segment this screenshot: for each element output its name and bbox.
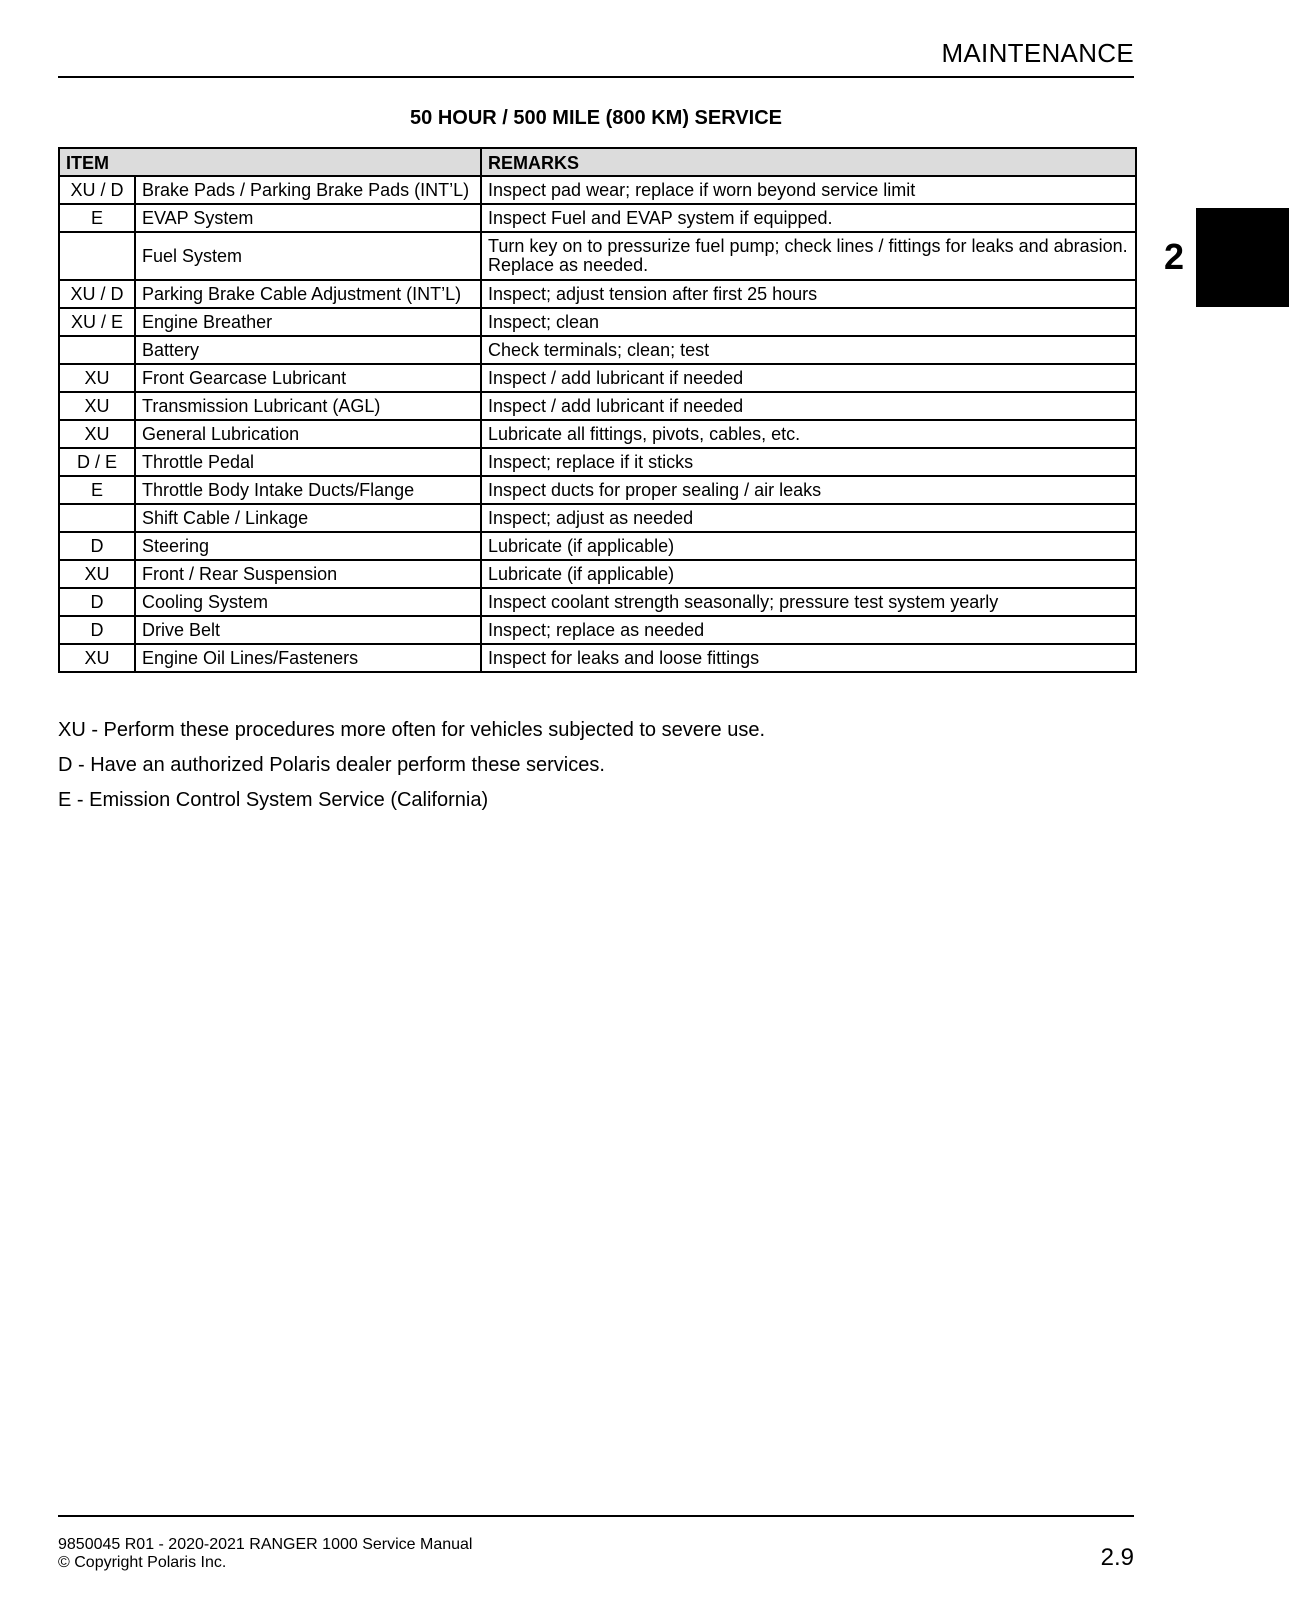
table-row — [59, 560, 1136, 588]
row-remarks-cell: Inspect; adjust as needed — [481, 504, 1136, 532]
chapter-number: 2 — [1164, 236, 1185, 277]
row-code-cell: XU — [59, 420, 135, 448]
table-row — [59, 336, 1136, 364]
row-code-cell: D — [59, 588, 135, 616]
row-code-cell: E — [59, 476, 135, 504]
row-item-cell: Drive Belt — [135, 616, 481, 644]
legend-d: D - Have an authorized Polaris dealer perform these services. — [58, 754, 605, 776]
row-item-cell: EVAP System — [135, 204, 481, 232]
section-header — [58, 34, 1134, 78]
table-row — [59, 476, 1136, 504]
chapter-tab — [1196, 208, 1289, 307]
row-code-cell: D — [59, 532, 135, 560]
row-item-cell: Parking Brake Cable Adjustment (INT’L) — [135, 280, 481, 308]
row-item-cell: General Lubrication — [135, 420, 481, 448]
row-remarks-cell: Check terminals; clean; test — [481, 336, 1136, 364]
row-remarks-cell: Inspect; replace if it sticks — [481, 448, 1136, 476]
row-remarks-cell: Inspect ducts for proper sealing / air leaks — [481, 476, 1136, 504]
row-remarks-cell: Lubricate (if applicable) — [481, 532, 1136, 560]
row-remarks-cell: Turn key on to pressurize fuel pump; check lines / fittings for leaks and abrasion. Replace as needed. — [481, 232, 1136, 280]
row-code-cell: XU / E — [59, 308, 135, 336]
row-item-cell: Front Gearcase Lubricant — [135, 364, 481, 392]
row-remarks-cell: Inspect Fuel and EVAP system if equipped. — [481, 204, 1136, 232]
row-item-cell: Battery — [135, 336, 481, 364]
row-item-cell: Steering — [135, 532, 481, 560]
table-row — [59, 176, 1136, 204]
row-remarks-cell: Inspect / add lubricant if needed — [481, 392, 1136, 420]
row-remarks-cell: Inspect coolant strength seasonally; pressure test system yearly — [481, 588, 1136, 616]
table-body — [59, 176, 1136, 672]
table-row — [59, 504, 1136, 532]
row-item-cell: Cooling System — [135, 588, 481, 616]
service-table — [58, 147, 1137, 673]
table-row — [59, 392, 1136, 420]
table-header-row — [59, 148, 1136, 176]
table-row — [59, 532, 1136, 560]
footer-info — [58, 1536, 472, 1572]
row-item-cell: Brake Pads / Parking Brake Pads (INT’L) — [135, 176, 481, 204]
section-title: MAINTENANCE — [941, 38, 1134, 68]
row-remarks-cell: Inspect; replace as needed — [481, 616, 1136, 644]
row-code-cell: XU — [59, 364, 135, 392]
row-item-cell: Engine Oil Lines/Fasteners — [135, 644, 481, 672]
row-remarks-cell: Lubricate all fittings, pivots, cables, etc. — [481, 420, 1136, 448]
table-row — [59, 644, 1136, 672]
row-remarks-cell: Inspect for leaks and loose fittings — [481, 644, 1136, 672]
row-item-cell: Front / Rear Suspension — [135, 560, 481, 588]
row-remarks-cell: Inspect / add lubricant if needed — [481, 364, 1136, 392]
row-remarks-cell: Lubricate (if applicable) — [481, 560, 1136, 588]
table-row — [59, 588, 1136, 616]
table-title: 50 HOUR / 500 MILE (800 KM) SERVICE — [410, 107, 782, 129]
row-code-cell — [59, 232, 135, 280]
column-header-item: ITEM — [59, 148, 481, 176]
row-code-cell — [59, 336, 135, 364]
row-remarks-cell: Inspect; adjust tension after first 25 hours — [481, 280, 1136, 308]
row-item-cell: Transmission Lubricant (AGL) — [135, 392, 481, 420]
table-row — [59, 448, 1136, 476]
row-remarks-cell: Inspect pad wear; replace if worn beyond service limit — [481, 176, 1136, 204]
row-code-cell: XU — [59, 644, 135, 672]
row-item-cell: Shift Cable / Linkage — [135, 504, 481, 532]
page-number: 2.9 — [1100, 1544, 1134, 1571]
row-code-cell: E — [59, 204, 135, 232]
footer-rule — [58, 1515, 1134, 1517]
footer-manual: 9850045 R01 - 2020-2021 RANGER 1000 Service Manual — [58, 1536, 473, 1553]
row-code-cell: D / E — [59, 448, 135, 476]
row-code-cell: XU / D — [59, 176, 135, 204]
table-row — [59, 308, 1136, 336]
table-row — [59, 616, 1136, 644]
table-row — [59, 204, 1136, 232]
row-code-cell: XU — [59, 392, 135, 420]
row-code-cell: D — [59, 616, 135, 644]
row-item-cell: Engine Breather — [135, 308, 481, 336]
column-header-remarks: REMARKS — [481, 148, 1136, 176]
legend-e: E - Emission Control System Service (California) — [58, 789, 489, 811]
row-code-cell — [59, 504, 135, 532]
table-row — [59, 420, 1136, 448]
legend-xu: XU - Perform these procedures more often for vehicles subjected to severe use. — [58, 719, 766, 741]
table-row — [59, 232, 1136, 280]
table-row — [59, 364, 1136, 392]
row-code-cell: XU — [59, 560, 135, 588]
row-item-cell: Fuel System — [135, 232, 481, 280]
footer-copyright: © Copyright Polaris Inc. — [58, 1554, 227, 1571]
table-row — [59, 280, 1136, 308]
legend — [58, 720, 765, 825]
row-code-cell: XU / D — [59, 280, 135, 308]
row-item-cell: Throttle Pedal — [135, 448, 481, 476]
row-item-cell: Throttle Body Intake Ducts/Flange — [135, 476, 481, 504]
row-remarks-cell: Inspect; clean — [481, 308, 1136, 336]
